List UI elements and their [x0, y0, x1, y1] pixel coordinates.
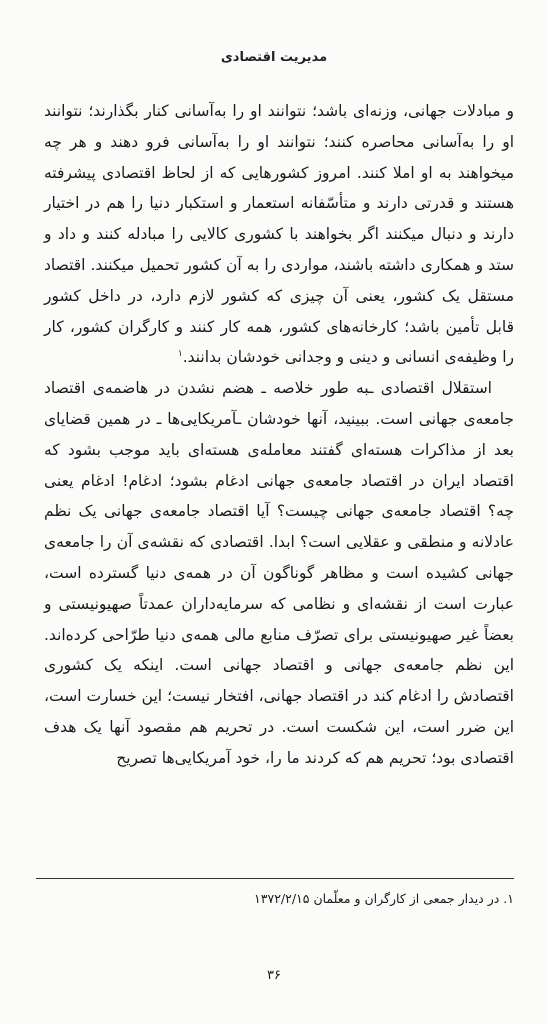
paragraph: استقلال اقتصادی ـبه طور خلاصه ـ هضم نشدن در هاضمه‌ی اقتصاد جامعه‌ی جهانی است. ببینید، آنها خودشان ـآمریکایی‌ها ـ در همین قضایای بعد از مذاکرات هسته‌ای گفتند معامله‌ی هسته‌ای باید موجب بشود که اقتصاد ایران در اقتصاد جامعه‌ی جهانی ادغام بشود؛ ادغام! ادغام یعنی چه؟ اقتصاد جامعه‌ی جهانی چیست؟ آیا اقتصاد جامعه‌ی جهانی یک نظم عادلانه و منطقی و عقلایی است؟ ابدا. اقتصادی که نقشه‌ی آن را جامعه‌ی جهانی کشیده است و مظاهر گوناگون آن در همه‌ی دنیا گسترده است، عبارت است از نقشه‌ای و نظامی که سرمایه‌داران عمدتاً صهیونیستی و بعضاً غیر صهیونیستی برای تصرّف منابع مالی همه‌ی دنیا طرّاحی کرده‌اند. این نظم جامعه‌ی جهانی و اقتصاد جهانی است. اینکه یک کشوری اقتصادش را ادغام کند در اقتصاد جهانی، افتخار نیست؛ این خسارت است، این ضرر است، این شکست است. در تحریم هم مقصود آنها یک هدف اقتصادی بود؛ تحریم هم که کردند ما را، خود آمریکایی‌ها تصریح [44, 379, 514, 767]
body-text [44, 96, 514, 774]
paragraph [44, 96, 514, 373]
page-number: ۳۶ [267, 968, 281, 983]
paragraph-text: و مبادلات جهانی، وزنه‌ای باشد؛ نتوانند او را به‌آسانی کنار بگذارند؛ نتوانند او را به‌آسانی محاصره کنند؛ نتوانند او را به‌آسانی فرو دهند و هر چه میخواهند به او املا کنند. امروز کشورهایی که از لحاظ اقتصادی پیشرفته هستند و قدرتی دارند و متأسّفانه استعمار و استکبار دنیا را هم در اختیار دارند و دنبال میکنند اگر بخواهند با کشوری کالایی را مبادله کنند و داد و ستد و همکاری داشته باشند، مواردی را به آن کشور تحمیل میکنند. اقتصاد مستقل یک کشور، یعنی آن چیزی که کشور لازم دارد، در داخل کشور قابل تأمین باشد؛ کارخانه‌های کشور، همه کار کنند و کارگران کشور، کار را وظیفه‌ی انسانی و دینی و وجدانی خودشان بدانند. [44, 102, 514, 367]
footnote: ۱. در دیدار جمعی از کارگران و معلّمان ۱۳۷۲/۲/۱۵ [254, 891, 514, 906]
footnote-divider [36, 878, 514, 879]
running-head: مدیریت اقتصادی [220, 50, 328, 65]
footnote-reference[interactable]: ۱ [177, 349, 183, 360]
